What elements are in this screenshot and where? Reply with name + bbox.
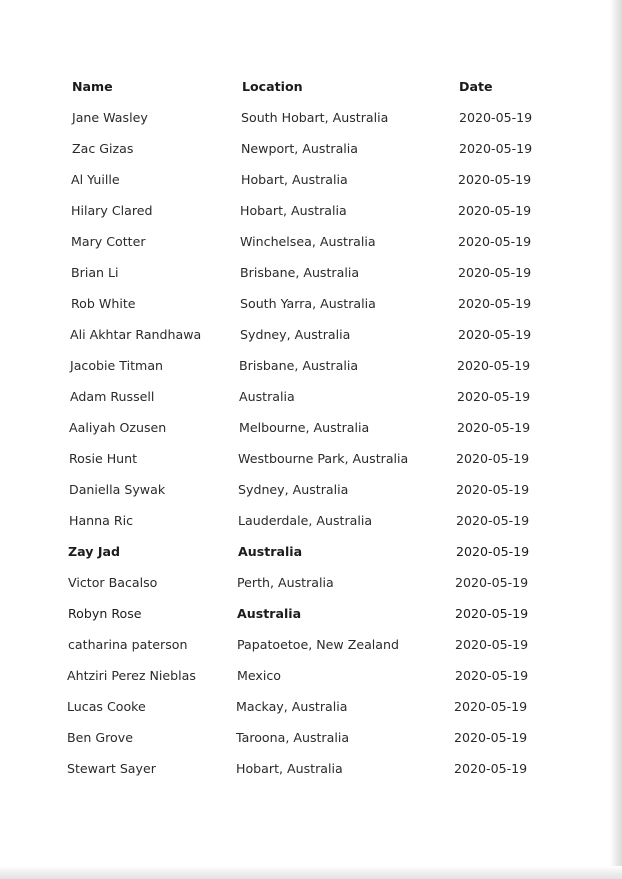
row-name: Aaliyah Ozusen bbox=[69, 420, 167, 435]
table-row bbox=[0, 170, 610, 190]
row-date: 2020-05-19 bbox=[454, 699, 528, 714]
table-row bbox=[0, 728, 610, 748]
row-date: 2020-05-19 bbox=[459, 110, 533, 125]
row-date: 2020-05-19 bbox=[458, 234, 532, 249]
row-name: Victor Bacalso bbox=[68, 575, 158, 590]
table-header-row bbox=[0, 77, 610, 97]
row-date: 2020-05-19 bbox=[458, 172, 532, 187]
row-name: Ben Grove bbox=[67, 730, 133, 745]
page-edge-shadow-bottom bbox=[0, 866, 622, 879]
table-row bbox=[0, 108, 610, 128]
row-location: Australia bbox=[239, 389, 295, 404]
table-row bbox=[0, 356, 610, 376]
page-edge-shadow-right bbox=[610, 0, 622, 879]
column-header-date: Date bbox=[459, 79, 493, 94]
row-location: Perth, Australia bbox=[237, 575, 334, 590]
row-date: 2020-05-19 bbox=[458, 203, 532, 218]
table-row bbox=[0, 201, 610, 221]
row-location: South Hobart, Australia bbox=[241, 110, 389, 125]
table-row bbox=[0, 418, 610, 438]
row-name: Rob White bbox=[71, 296, 136, 311]
table-row bbox=[0, 542, 610, 562]
row-name: Lucas Cooke bbox=[67, 699, 146, 714]
row-date: 2020-05-19 bbox=[455, 668, 529, 683]
row-date: 2020-05-19 bbox=[456, 482, 530, 497]
row-date: 2020-05-19 bbox=[454, 761, 528, 776]
row-date: 2020-05-19 bbox=[456, 513, 530, 528]
row-name: Robyn Rose bbox=[68, 606, 142, 621]
row-name: Rosie Hunt bbox=[69, 451, 138, 466]
table-row bbox=[0, 759, 610, 779]
table-row bbox=[0, 635, 610, 655]
row-name: Ahtziri Perez Nieblas bbox=[67, 668, 196, 683]
row-name: Jane Wasley bbox=[72, 110, 148, 125]
row-date: 2020-05-19 bbox=[458, 296, 532, 311]
table-row bbox=[0, 139, 610, 159]
row-date: 2020-05-19 bbox=[455, 606, 529, 621]
row-name: Zac Gizas bbox=[72, 141, 134, 156]
row-location: Sydney, Australia bbox=[240, 327, 351, 342]
row-location: Hobart, Australia bbox=[236, 761, 343, 776]
row-location: Hobart, Australia bbox=[240, 203, 347, 218]
row-location: Sydney, Australia bbox=[238, 482, 349, 497]
row-location: Taroona, Australia bbox=[236, 730, 350, 745]
row-location: Winchelsea, Australia bbox=[240, 234, 376, 249]
row-date: 2020-05-19 bbox=[454, 730, 528, 745]
row-location: Melbourne, Australia bbox=[239, 420, 370, 435]
row-name: Mary Cotter bbox=[71, 234, 146, 249]
row-name: Daniella Sywak bbox=[69, 482, 166, 497]
row-name: Hanna Ric bbox=[69, 513, 134, 528]
row-name: Zay Jad bbox=[68, 544, 121, 559]
row-date: 2020-05-19 bbox=[457, 389, 531, 404]
row-location: Westbourne Park, Australia bbox=[238, 451, 409, 466]
table-row bbox=[0, 263, 610, 283]
row-location: Australia bbox=[238, 544, 303, 559]
row-location: Mackay, Australia bbox=[236, 699, 348, 714]
row-name: Adam Russell bbox=[70, 389, 155, 404]
row-date: 2020-05-19 bbox=[458, 265, 532, 280]
column-header-location: Location bbox=[242, 79, 303, 94]
row-date: 2020-05-19 bbox=[455, 575, 529, 590]
row-location: Papatoetoe, New Zealand bbox=[237, 637, 400, 652]
row-location: Hobart, Australia bbox=[241, 172, 348, 187]
row-location: Lauderdale, Australia bbox=[238, 513, 373, 528]
row-name: Jacobie Titman bbox=[70, 358, 164, 373]
row-date: 2020-05-19 bbox=[459, 141, 533, 156]
row-name: Stewart Sayer bbox=[67, 761, 156, 776]
row-location: Newport, Australia bbox=[241, 141, 358, 156]
table-row bbox=[0, 604, 610, 624]
row-name: Hilary Clared bbox=[71, 203, 153, 218]
row-location: Australia bbox=[237, 606, 302, 621]
table-row bbox=[0, 697, 610, 717]
row-name: Ali Akhtar Randhawa bbox=[70, 327, 202, 342]
table-row bbox=[0, 449, 610, 469]
row-date: 2020-05-19 bbox=[456, 451, 530, 466]
row-location: Brisbane, Australia bbox=[239, 358, 359, 373]
row-date: 2020-05-19 bbox=[456, 544, 530, 559]
row-date: 2020-05-19 bbox=[457, 420, 531, 435]
table-row bbox=[0, 232, 610, 252]
row-location: Mexico bbox=[237, 668, 281, 683]
table-row bbox=[0, 480, 610, 500]
table-row bbox=[0, 511, 610, 531]
row-name: Brian Li bbox=[71, 265, 119, 280]
row-date: 2020-05-19 bbox=[458, 327, 532, 342]
table-row bbox=[0, 666, 610, 686]
row-name: Al Yuille bbox=[71, 172, 120, 187]
row-date: 2020-05-19 bbox=[457, 358, 531, 373]
row-location: South Yarra, Australia bbox=[240, 296, 376, 311]
row-date: 2020-05-19 bbox=[455, 637, 529, 652]
table-row bbox=[0, 387, 610, 407]
table-row bbox=[0, 294, 610, 314]
table-row bbox=[0, 573, 610, 593]
row-location: Brisbane, Australia bbox=[240, 265, 360, 280]
row-name: catharina paterson bbox=[68, 637, 188, 652]
table-row bbox=[0, 325, 610, 345]
column-header-name: Name bbox=[72, 79, 113, 94]
